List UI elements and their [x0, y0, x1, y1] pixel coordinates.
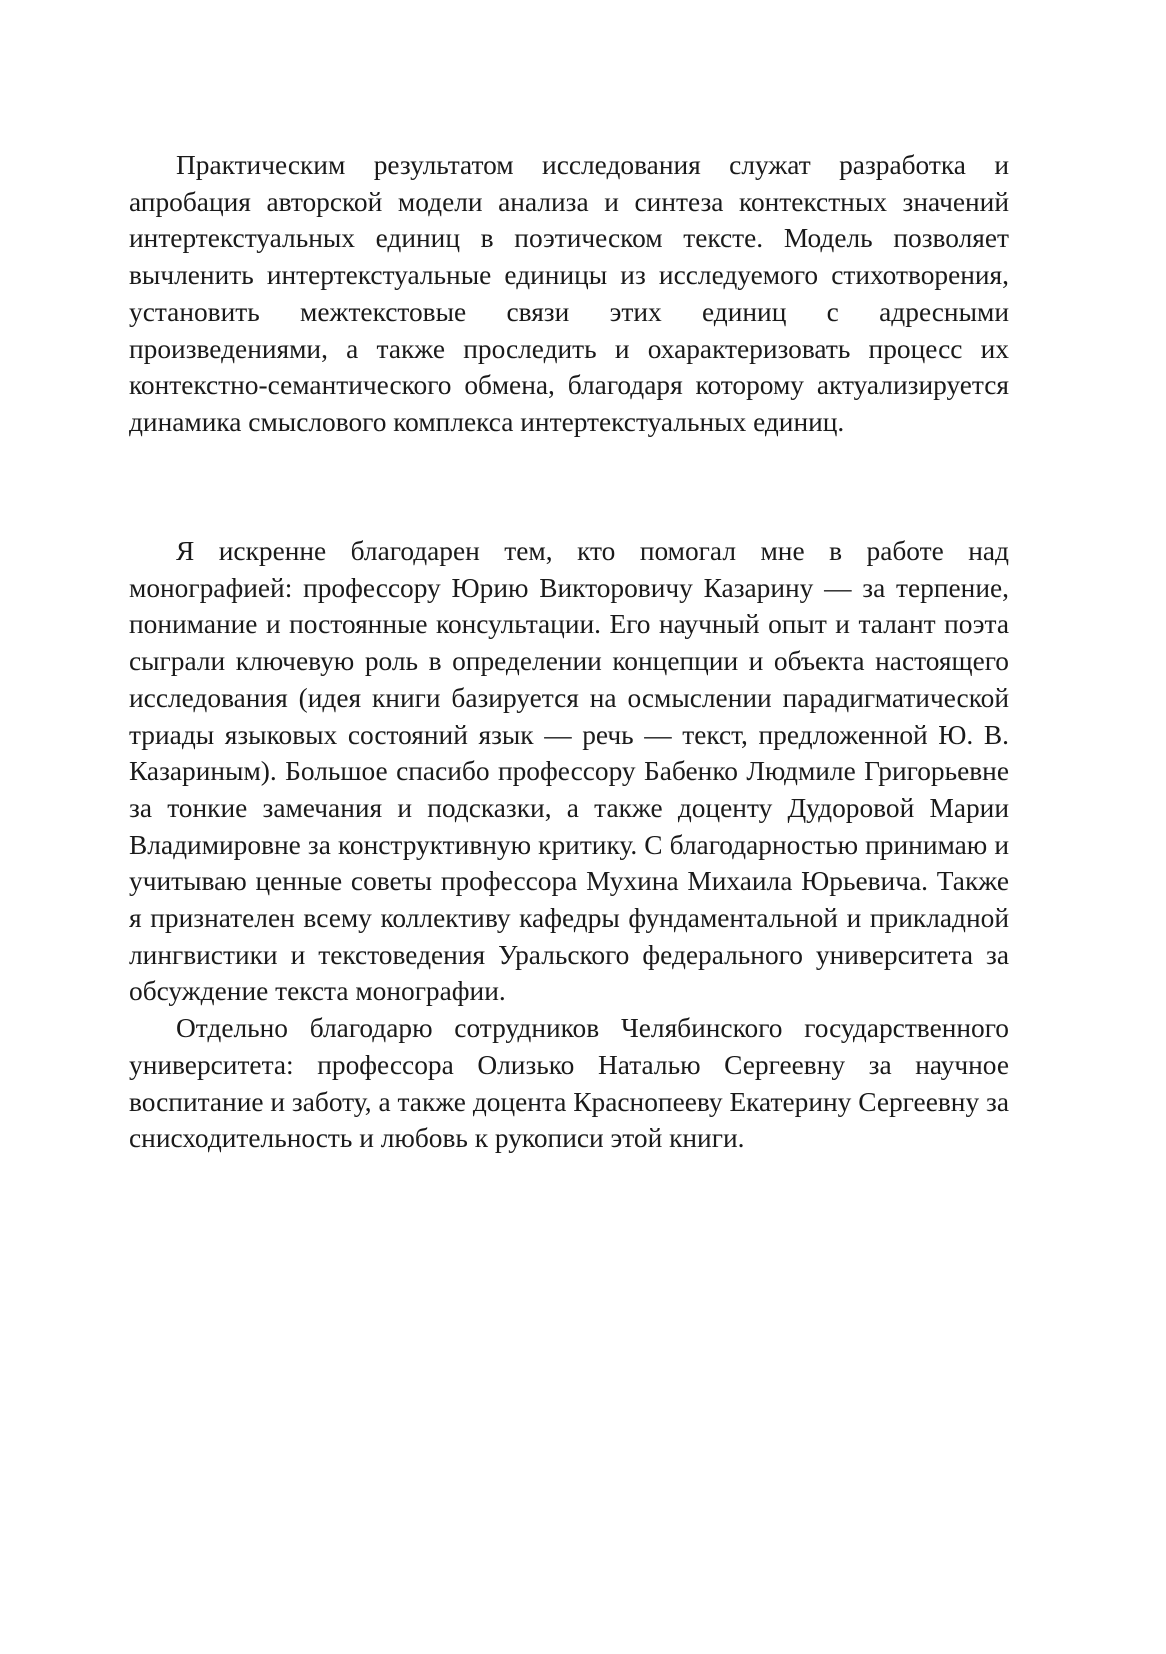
paragraph-separate-thanks: Отдельно благодарю сотрудников Челябинского государственного университета: профессора Олизько Наталью Сергеевну за научное воспитание и заботу, а также доцента Краснопееву Екатерину Сергеевну за снисходительность и любовь к рукописи этой книги. [129, 1013, 1009, 1154]
text-block-acknowledgements [129, 533, 1009, 1157]
paragraph-gratitude: Я искренне благодарен тем, кто помогал мне в работе над монографией: профессору Юрию Викторовичу Казарину — за терпение, понимание и постоянные консультации. Его научный опыт и талант поэта сыграли ключевую роль в определении концепции и объекта настоящего исследования (идея книги базируется на осмыслении парадигматической триады языковых состояний язык — речь — текст, предложенной Ю. В. Казариным). Большое спасибо профессору Бабенко Людмиле Григорьевне за тонкие замечания и подсказки, а также доценту Дудоровой Марии Владимировне за конструктивную критику. С благодарностью принимаю и учитываю ценные советы профессора Мухина Михаила Юрьевича. Также я признателен всему коллективу кафедры фундаментальной и прикладной лингвистики и текстоведения Уральского федерального университета за обсуждение текста монографии. [129, 536, 1009, 1007]
text-block-results [129, 147, 1009, 441]
paragraph-practical-result: Практическим результатом исследования служат разработка и апробация авторской модели анализа и синтеза контекстных значений интертекстуальных единиц в поэтическом тексте. Модель позволяет вычленить интертекстуальные единицы из исследуемого стихотворения, установить межтекстовые связи этих единиц с адресными произведениями, а также проследить и охарактеризовать процесс их контекстно-семантического обмена, благодаря которому актуализируется динамика смыслового комплекса интертекстуальных единиц. [129, 150, 1009, 437]
